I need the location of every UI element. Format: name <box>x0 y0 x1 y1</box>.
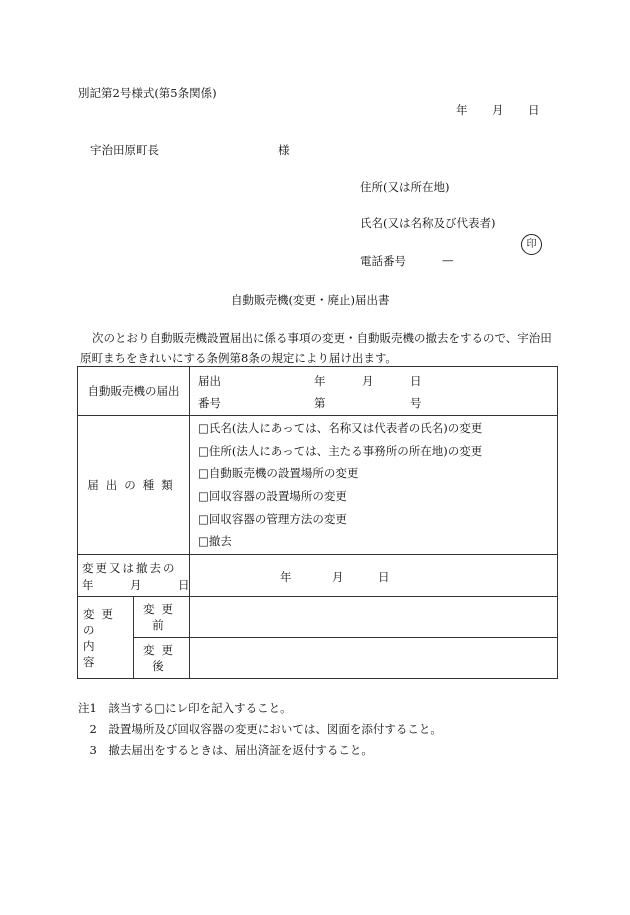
after-value-cell[interactable] <box>190 638 558 679</box>
phone-dash: — <box>442 253 454 267</box>
before-label: 変更前 <box>143 602 180 632</box>
change-date-value-cell[interactable] <box>190 555 558 597</box>
filing-date-label: 届出 <box>198 374 221 388</box>
filing-month: 月 <box>362 374 374 388</box>
filing-number-dai: 第 <box>314 396 326 410</box>
change-date-row <box>78 555 558 597</box>
date-year: 年 <box>456 103 468 117</box>
filing-row <box>78 367 558 416</box>
content-label-line1: 変更の <box>83 606 120 637</box>
date-month: 月 <box>492 103 504 117</box>
type-option[interactable]: □回収容器の設置場所の変更 <box>198 489 347 503</box>
honorific: 様 <box>278 143 290 157</box>
document-title: 自動販売機(変更・廃止)届出書 <box>231 293 390 307</box>
type-option[interactable]: □自動販売機の設置場所の変更 <box>198 466 359 481</box>
notes <box>78 698 442 761</box>
before-label-cell <box>134 597 190 638</box>
note-item: 3 撤去届出をするときは、届出済証を返付すること。 <box>78 743 373 757</box>
change-date-label-year: 年 <box>82 577 94 592</box>
intro-paragraph: 次のとおり自動販売機設置届出に係る事項の変更・自動販売機の撤去をするので、宇治田原町まちをきれいにする条例第8条の規定により届け出ます。 <box>80 331 552 365</box>
change-month: 月 <box>332 569 344 584</box>
address-label: 住所(又は所在地) <box>360 180 450 194</box>
filing-number-label: 番号 <box>198 396 221 410</box>
change-year: 年 <box>280 569 292 584</box>
content-label-line2: 内容 <box>83 638 111 669</box>
type-row <box>78 416 558 555</box>
note-item: 2 設置場所及び回収容器の変更においては、図面を添付すること。 <box>78 722 442 736</box>
filing-label-cell <box>78 367 190 416</box>
type-label: 届出の種類 <box>87 478 180 492</box>
note-item: 注1 該当する□にレ印を記入すること。 <box>78 701 292 715</box>
after-label-cell <box>134 638 190 679</box>
type-option[interactable]: □氏名(法人にあっては、名称又は代表者の氏名)の変更 <box>198 421 483 436</box>
type-label-cell <box>78 416 190 555</box>
change-day: 日 <box>378 569 390 584</box>
seal-mark: 印 <box>521 234 542 255</box>
filing-label: 自動販売機の届出 <box>87 384 180 398</box>
phone-label: 電話番号 <box>360 254 406 268</box>
name-label: 氏名(又は名称及び代表者) <box>360 216 496 230</box>
filing-number-go: 号 <box>410 396 422 410</box>
form-reference: 別記第2号様式(第5条関係) <box>78 86 217 100</box>
change-date-label-day: 日 <box>178 577 190 592</box>
addressee: 宇治田原町長 <box>90 143 159 157</box>
change-before-row <box>78 597 558 638</box>
type-options-cell <box>190 416 558 555</box>
change-date-label-month: 月 <box>130 577 142 592</box>
content-label-cell <box>78 597 134 679</box>
change-date-label-cell <box>78 555 190 597</box>
change-date-label-line1: 変更又は撤去の <box>82 560 177 575</box>
filing-form-table <box>77 366 558 679</box>
change-after-row <box>78 638 558 679</box>
filing-year: 年 <box>314 374 326 388</box>
type-option[interactable]: □撤去 <box>198 534 232 549</box>
filing-value-cell <box>190 367 558 416</box>
type-option[interactable]: □回収容器の管理方法の変更 <box>198 511 347 526</box>
filing-day: 日 <box>410 374 422 388</box>
type-option[interactable]: □住所(法人にあっては、主たる事務所の所在地)の変更 <box>198 443 483 458</box>
before-value-cell[interactable] <box>190 597 558 638</box>
after-label: 変更後 <box>143 643 180 673</box>
date-day: 日 <box>528 103 540 117</box>
